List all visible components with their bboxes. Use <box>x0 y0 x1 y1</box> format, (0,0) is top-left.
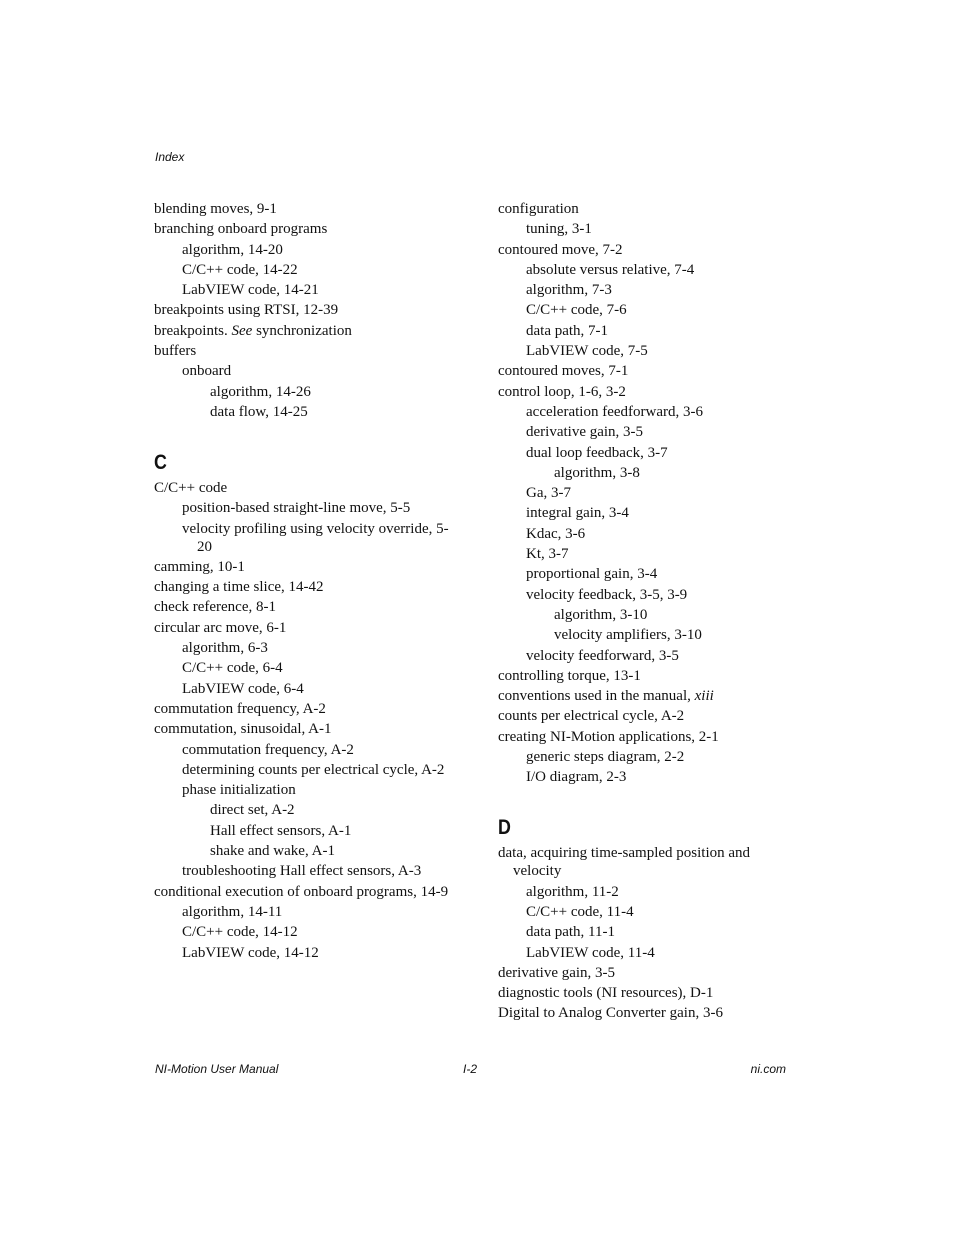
index-subentry: velocity amplifiers, 3-10 <box>554 627 702 644</box>
index-subentry: algorithm, 3-10 <box>554 606 648 623</box>
index-subentry: shake and wake, A-1 <box>210 843 335 860</box>
footer-website: ni.com <box>750 1062 786 1076</box>
index-subentry: position-based straight-line move, 5-5 <box>182 500 411 517</box>
index-entry: contoured moves, 7-1 <box>498 363 629 380</box>
index-subentry: proportional gain, 3-4 <box>526 566 658 583</box>
index-subentry: LabVIEW code, 7-5 <box>526 343 648 360</box>
index-subentry: derivative gain, 3-5 <box>526 424 644 441</box>
index-subentry: Kdac, 3-6 <box>526 525 586 542</box>
index-entry: breakpoints. See synchronization <box>154 322 352 339</box>
footer-manual-title: NI-Motion User Manual <box>155 1062 279 1076</box>
index-subentry: tuning, 3-1 <box>526 221 592 238</box>
index-subentry: data path, 11-1 <box>526 924 615 941</box>
index-subentry: onboard <box>182 363 232 380</box>
index-column-left <box>154 200 454 964</box>
index-entry: blending moves, 9-1 <box>154 201 277 217</box>
index-subentry: Kt, 3-7 <box>526 546 569 563</box>
index-subentry: algorithm, 6-3 <box>182 640 268 657</box>
index-subentry: phase initialization <box>182 782 296 799</box>
index-subentry: C/C++ code, 6-4 <box>182 660 283 677</box>
index-entry: derivative gain, 3-5 <box>498 964 616 981</box>
index-subentry: I/O diagram, 2-3 <box>526 769 627 786</box>
index-entry: check reference, 8-1 <box>154 599 276 616</box>
index-entry: counts per electrical cycle, A-2 <box>498 708 685 725</box>
index-subentry: Hall effect sensors, A-1 <box>210 822 352 839</box>
index-subentry: C/C++ code, 14-22 <box>182 261 298 278</box>
index-subentry: algorithm, 3-8 <box>554 464 640 481</box>
index-entry: commutation frequency, A-2 <box>154 700 326 717</box>
index-subentry: C/C++ code, 7-6 <box>526 302 627 319</box>
index-subentry: direct set, A-2 <box>210 802 295 819</box>
index-subentry: algorithm, 14-11 <box>182 903 283 920</box>
index-subentry: algorithm, 14-20 <box>182 241 283 258</box>
index-entry: commutation, sinusoidal, A-1 <box>154 721 332 738</box>
index-entry: controlling torque, 13-1 <box>498 667 641 684</box>
index-entry: conditional execution of onboard programs, 14-9 <box>154 883 449 900</box>
index-column-right <box>498 200 798 1025</box>
index-subentry: algorithm, 7-3 <box>526 282 612 299</box>
index-letter-heading: C <box>154 450 167 474</box>
index-entry: contoured move, 7-2 <box>498 241 623 258</box>
index-entry: camming, 10-1 <box>154 558 245 575</box>
index-entry: creating NI-Motion applications, 2-1 <box>498 728 719 745</box>
index-subentry: data flow, 14-25 <box>210 403 308 420</box>
index-subentry: velocity profiling using velocity override, 5-20 <box>182 520 449 555</box>
index-subentry: C/C++ code, 11-4 <box>526 903 634 920</box>
index-subentry: dual loop feedback, 3-7 <box>526 444 668 461</box>
index-entry: circular arc move, 6-1 <box>154 619 287 636</box>
index-subentry: integral gain, 3-4 <box>526 505 629 522</box>
index-entry: control loop, 1-6, 3-2 <box>498 383 626 400</box>
index-subentry: LabVIEW code, 6-4 <box>182 680 304 697</box>
footer-page-number: I-2 <box>463 1062 478 1076</box>
index-entry: changing a time slice, 14-42 <box>154 579 324 596</box>
index-subentry: velocity feedback, 3-5, 3-9 <box>526 586 688 603</box>
index-entry: conventions used in the manual, xiii <box>498 688 714 705</box>
index-subentry: velocity feedforward, 3-5 <box>526 647 679 664</box>
index-subentry: LabVIEW code, 11-4 <box>526 944 655 961</box>
index-subentry: commutation frequency, A-2 <box>182 741 354 758</box>
index-subentry: acceleration feedforward, 3-6 <box>526 403 703 420</box>
index-subentry: algorithm, 14-26 <box>210 383 311 400</box>
index-subentry: Ga, 3-7 <box>526 485 571 502</box>
index-letter-heading: D <box>498 816 511 840</box>
index-entry: C/C++ code <box>154 479 228 496</box>
index-entry: buffers <box>154 343 197 360</box>
index-subentry: C/C++ code, 14-12 <box>182 924 298 941</box>
index-subentry: troubleshooting Hall effect sensors, A-3 <box>182 863 422 880</box>
index-entry: Digital to Analog Converter gain, 3-6 <box>498 1005 723 1022</box>
index-subentry: determining counts per electrical cycle, A-2 <box>182 761 445 778</box>
index-entry: branching onboard programs <box>154 221 328 238</box>
index-subentry: data path, 7-1 <box>526 322 609 339</box>
index-subentry: LabVIEW code, 14-21 <box>182 282 319 299</box>
index-subentry: algorithm, 11-2 <box>526 883 619 900</box>
running-head: Index <box>155 150 185 164</box>
index-entry: data, acquiring time-sampled position and velocity <box>498 845 751 880</box>
index-entry: configuration <box>498 201 579 217</box>
index-subentry: generic steps diagram, 2-2 <box>526 749 685 766</box>
index-entry: breakpoints using RTSI, 12-39 <box>154 302 339 319</box>
index-subentry: LabVIEW code, 14-12 <box>182 944 319 961</box>
index-entry: diagnostic tools (NI resources), D-1 <box>498 985 714 1002</box>
index-subentry: absolute versus relative, 7-4 <box>526 261 695 278</box>
